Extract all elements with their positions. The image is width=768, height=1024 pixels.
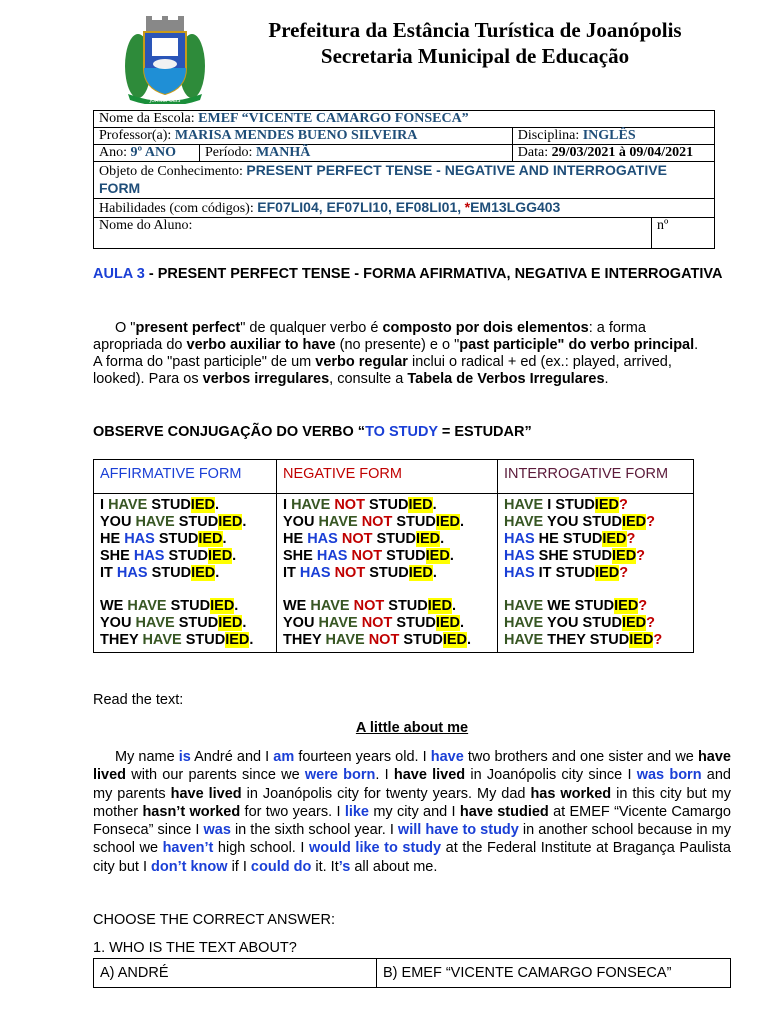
interrogative-column (498, 494, 694, 653)
subject-label: Disciplina: (517, 128, 580, 143)
date-value: 29/03/2021 à 09/04/2021 (551, 145, 694, 160)
negative-header: NEGATIVE FORM (277, 460, 498, 494)
neg-row-it: IT HAS NOT STUDIED. (283, 565, 437, 581)
school-info-table (93, 110, 715, 249)
reading-prompt: Read the text: (93, 692, 184, 708)
teacher-label: Professor(a): (99, 128, 172, 143)
observe-verb: TO STUDY (365, 424, 438, 440)
aff-row-i: I HAVE STUDIED. (100, 497, 219, 513)
period-label: Período: (205, 145, 253, 160)
int-row-it: HAS IT STUDIED? (504, 565, 629, 581)
int-row-i: HAVE I STUDIED? (504, 497, 628, 513)
lesson-number: AULA 3 (93, 266, 145, 282)
neg-row-i: I HAVE NOT STUDIED. (283, 497, 437, 513)
school-label: Nome da Escola: (99, 111, 195, 126)
answer-option-a[interactable]: A) ANDRÉ (94, 959, 377, 988)
int-row-he: HAS HE STUDIED? (504, 531, 636, 547)
skills-star: * (464, 199, 471, 215)
int-row-they: HAVE THEY STUDIED? (504, 632, 663, 648)
aff-row-you-pl: YOU HAVE STUDIED. (100, 615, 247, 631)
city-hall-title: Prefeitura da Estância Turística de Joanópolis (268, 18, 682, 42)
observe-heading: OBSERVE CONJUGAÇÃO DO VERBO “TO STUDY = ESTUDAR” (93, 424, 532, 440)
document-header (0, 0, 768, 108)
answer-option-b[interactable]: B) EMEF “VICENTE CAMARGO FONSECA” (377, 959, 731, 988)
question-1: 1. WHO IS THE TEXT ABOUT? (93, 940, 297, 956)
skills-label: Habilidades (com códigos): (99, 201, 254, 216)
municipal-coat-of-arms-icon (122, 16, 208, 104)
year-value: 9º ANO (130, 145, 176, 160)
interrogative-header: INTERROGATIVE FORM (498, 460, 694, 494)
period-value: MANHÃ (255, 145, 311, 160)
date-label: Data: (517, 145, 549, 160)
neg-row-you-pl: YOU HAVE NOT STUDIED. (283, 615, 465, 631)
lesson-title (93, 266, 733, 283)
student-number-field[interactable]: nº (657, 218, 669, 233)
reading-title: A little about me (355, 720, 469, 736)
affirmative-header: AFFIRMATIVE FORM (94, 460, 277, 494)
student-name-field[interactable]: Nome do Aluno: (99, 218, 193, 233)
neg-row-he: HE HAS NOT STUDIED. (283, 531, 445, 547)
int-row-she: HAS SHE STUDIED? (504, 548, 646, 564)
skills-last: EM13LGG403 (470, 199, 561, 215)
school-value: EMEF “VICENTE CAMARGO FONSECA” (198, 111, 469, 126)
subject-value: INGLÊS (582, 128, 636, 143)
conjugation-table (93, 459, 694, 653)
objective-label: Objeto de Conhecimento: (99, 164, 243, 179)
aff-row-she: SHE HAS STUDIED. (100, 548, 237, 564)
neg-row-they: THEY HAVE NOT STUDIED. (283, 632, 472, 648)
affirmative-column (94, 494, 277, 653)
education-secretary-title: Secretaria Municipal de Educação (320, 44, 630, 68)
aff-row-it: IT HAS STUDIED. (100, 565, 220, 581)
objective-value: PRESENT PERFECT TENSE - NEGATIVE AND INTERROGATIVE FORM (99, 162, 667, 196)
answer-options-table (93, 958, 731, 988)
neg-row-we: WE HAVE NOT STUDIED. (283, 598, 456, 614)
year-label: Ano: (99, 145, 127, 160)
int-row-we: HAVE WE STUDIED? (504, 598, 648, 614)
neg-row-you: YOU HAVE NOT STUDIED. (283, 514, 465, 530)
skills-value: EF07LI04, EF07LI10, EF08LI01, (257, 199, 462, 215)
lesson-topic: - PRESENT PERFECT TENSE - FORMA AFIRMATIVA, NEGATIVA E INTERROGATIVA (144, 266, 723, 282)
crest-motto: JOANÓPOLIS (149, 98, 181, 104)
aff-row-they: THEY HAVE STUDIED. (100, 632, 254, 648)
questions-instruction: CHOOSE THE CORRECT ANSWER: (93, 912, 335, 928)
intro-paragraph: O "present perfect" de qualquer verbo é composto por dois elementos: a forma apropriada do verbo auxiliar to have (no presente) e o "past participle" do verbo principal. A forma do "past participle" de um verbo regular inclui o radical + ed (ex.: played, arrived, looked). Para os verbos irregulares, consulte a Tabela de Verbos Irregulares. (93, 320, 699, 387)
neg-row-she: SHE HAS NOT STUDIED. (283, 548, 454, 564)
aff-row-we: WE HAVE STUDIED. (100, 598, 239, 614)
int-row-you: HAVE YOU STUDIED? (504, 514, 655, 530)
aff-row-he: HE HAS STUDIED. (100, 531, 227, 547)
teacher-value: MARISA MENDES BUENO SILVEIRA (174, 128, 418, 143)
negative-column (277, 494, 498, 653)
aff-row-you: YOU HAVE STUDIED. (100, 514, 247, 530)
int-row-you-pl: HAVE YOU STUDIED? (504, 615, 655, 631)
reading-text: My name is André and I am fourteen years old. I have two brothers and one sister and we have lived with our parents since we were born. I have lived in Joanópolis city since I was born and my parents have lived in Joanópolis city for twenty years. My dad has worked in this city but my mother hasn’t worked for two years. I like my city and I have studied at EMEF “Vicente Camargo Fonseca” since I was in the sixth school year. I will have to study in another school because in my school we haven’t high school. I would like to study at the Federal Institute at Bragança Paulista city but I don’t know if I could do it. It’s all about me. (93, 749, 731, 875)
